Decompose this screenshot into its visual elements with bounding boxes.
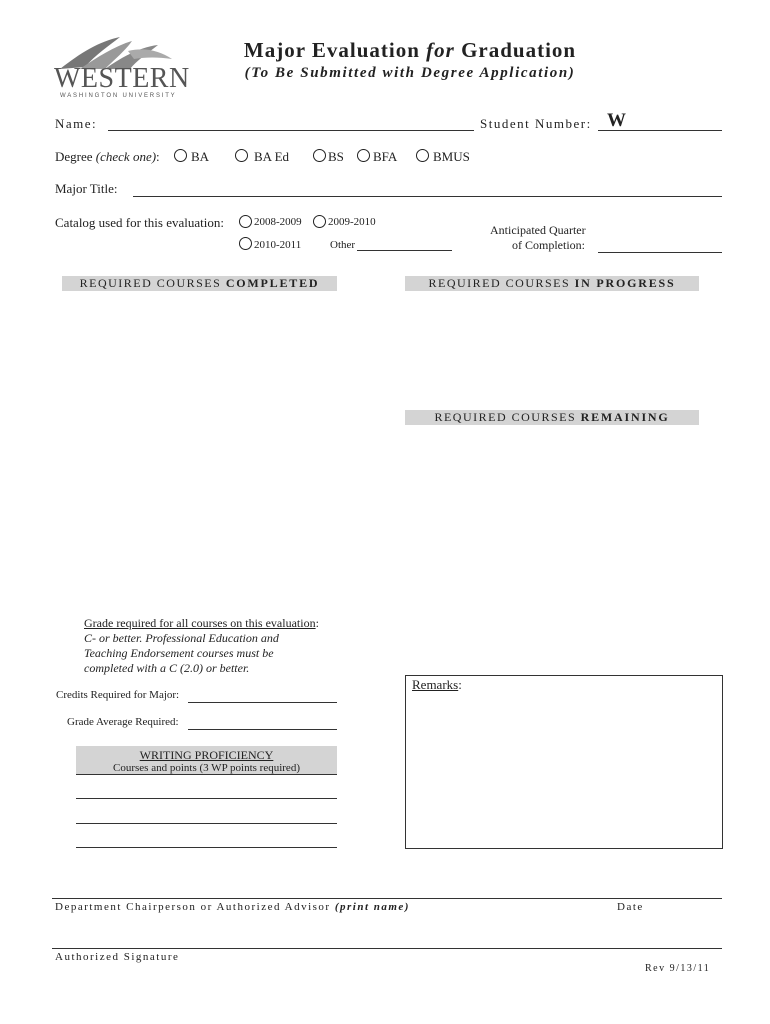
degree-label <box>55 149 160 165</box>
degree-option-bs: BS <box>328 149 344 164</box>
advisor-name-label <box>55 901 410 913</box>
major-title-field[interactable] <box>133 196 722 197</box>
writing-proficiency-title: WRITING PROFICIENCY <box>139 748 274 762</box>
in-progress-header-text: REQUIRED COURSES <box>428 276 575 290</box>
writing-course-line-1[interactable] <box>76 798 337 799</box>
grade-average-label: Grade Average Required: <box>67 716 179 728</box>
writing-course-line-2[interactable] <box>76 823 337 824</box>
revision-label: Rev 9/13/11 <box>645 963 711 974</box>
name-label: Name: <box>55 116 98 131</box>
completed-courses-header <box>62 276 337 291</box>
grade-note-colon: : <box>315 616 319 630</box>
completed-header-bold: COMPLETED <box>225 276 320 290</box>
degree-label-colon: : <box>156 149 160 164</box>
degree-radio-ba[interactable] <box>174 149 187 162</box>
anticipated-quarter-label: Anticipated Quarter <box>490 223 586 237</box>
degree-option-ba: BA <box>191 149 210 164</box>
completion-label: of Completion: <box>512 238 585 252</box>
title-text: Major Evaluation <box>243 38 427 62</box>
remaining-courses-header <box>405 410 699 425</box>
degree-label-text: Degree <box>55 149 96 164</box>
logo-wordmark: WESTERN <box>54 63 190 94</box>
degree-radio-ba-ed[interactable] <box>235 149 248 162</box>
catalog-radio-2008[interactable] <box>239 215 252 228</box>
title-text-end: Graduation <box>454 38 577 62</box>
remaining-header-text: REQUIRED COURSES <box>434 410 581 424</box>
writing-proficiency-box <box>76 746 337 775</box>
grade-note-line3: Teaching Endorsement courses must be <box>84 646 274 660</box>
catalog-other-field[interactable] <box>357 250 452 251</box>
student-number-field[interactable] <box>598 130 722 131</box>
catalog-radio-2009[interactable] <box>313 215 326 228</box>
authorized-signature-label: Authorized Signature <box>55 951 180 963</box>
credits-required-label: Credits Required for Major: <box>56 689 180 701</box>
date-label: Date <box>617 901 644 913</box>
catalog-option-2009: 2009-2010 <box>328 216 376 228</box>
grade-note-line2: C- or better. Professional Education and <box>84 631 279 645</box>
completion-field[interactable] <box>598 252 722 253</box>
grade-note-heading <box>84 616 319 631</box>
catalog-radio-2010[interactable] <box>239 237 252 250</box>
credits-required-field[interactable] <box>188 702 337 703</box>
university-logo <box>50 33 190 101</box>
name-field[interactable] <box>108 130 474 131</box>
catalog-option-2010: 2010-2011 <box>254 239 302 251</box>
in-progress-courses-header <box>405 276 699 291</box>
advisor-name-line[interactable] <box>52 898 722 899</box>
degree-option-bfa: BFA <box>373 149 398 164</box>
in-progress-header-bold: IN PROGRESS <box>574 276 676 290</box>
remaining-header-bold: REMAINING <box>580 410 670 424</box>
grade-average-field[interactable] <box>188 729 337 730</box>
degree-radio-bs[interactable] <box>313 149 326 162</box>
title-for: for <box>426 38 455 62</box>
advisor-label-text: Department Chairperson or Authorized Advisor <box>55 901 335 913</box>
signature-line[interactable] <box>52 948 722 949</box>
grade-note-line1: Grade required for all courses on this evaluation <box>84 616 316 630</box>
degree-option-ba-ed: BA Ed <box>254 149 290 164</box>
grade-note <box>84 616 319 676</box>
catalog-option-2008: 2008-2009 <box>254 216 302 228</box>
catalog-other-label: Other <box>330 239 356 251</box>
student-number-prefix: W <box>607 110 626 131</box>
advisor-label-hint: (print name) <box>334 901 410 913</box>
catalog-label: Catalog used for this evaluation: <box>55 215 224 230</box>
degree-radio-bfa[interactable] <box>357 149 370 162</box>
remarks-label-colon: : <box>458 677 462 692</box>
writing-course-line-3[interactable] <box>76 847 337 848</box>
major-title-label: Major Title: <box>55 181 118 196</box>
remarks-label-text: Remarks <box>412 677 459 692</box>
page-title <box>200 38 620 63</box>
degree-option-bmus: BMUS <box>433 149 470 164</box>
logo-subtitle: WASHINGTON UNIVERSITY <box>60 93 177 99</box>
writing-proficiency-subtitle: Courses and points (3 WP points required) <box>113 762 300 774</box>
grade-note-line4: completed with a C (2.0) or better. <box>84 661 250 675</box>
degree-label-hint: (check one) <box>95 149 157 164</box>
remarks-label <box>412 677 722 693</box>
remarks-box[interactable] <box>405 675 723 849</box>
completed-header-text: REQUIRED COURSES <box>79 276 226 290</box>
page-subtitle: (To Be Submitted with Degree Application) <box>244 65 576 81</box>
student-number-label: Student Number: <box>480 116 592 131</box>
degree-radio-bmus[interactable] <box>416 149 429 162</box>
